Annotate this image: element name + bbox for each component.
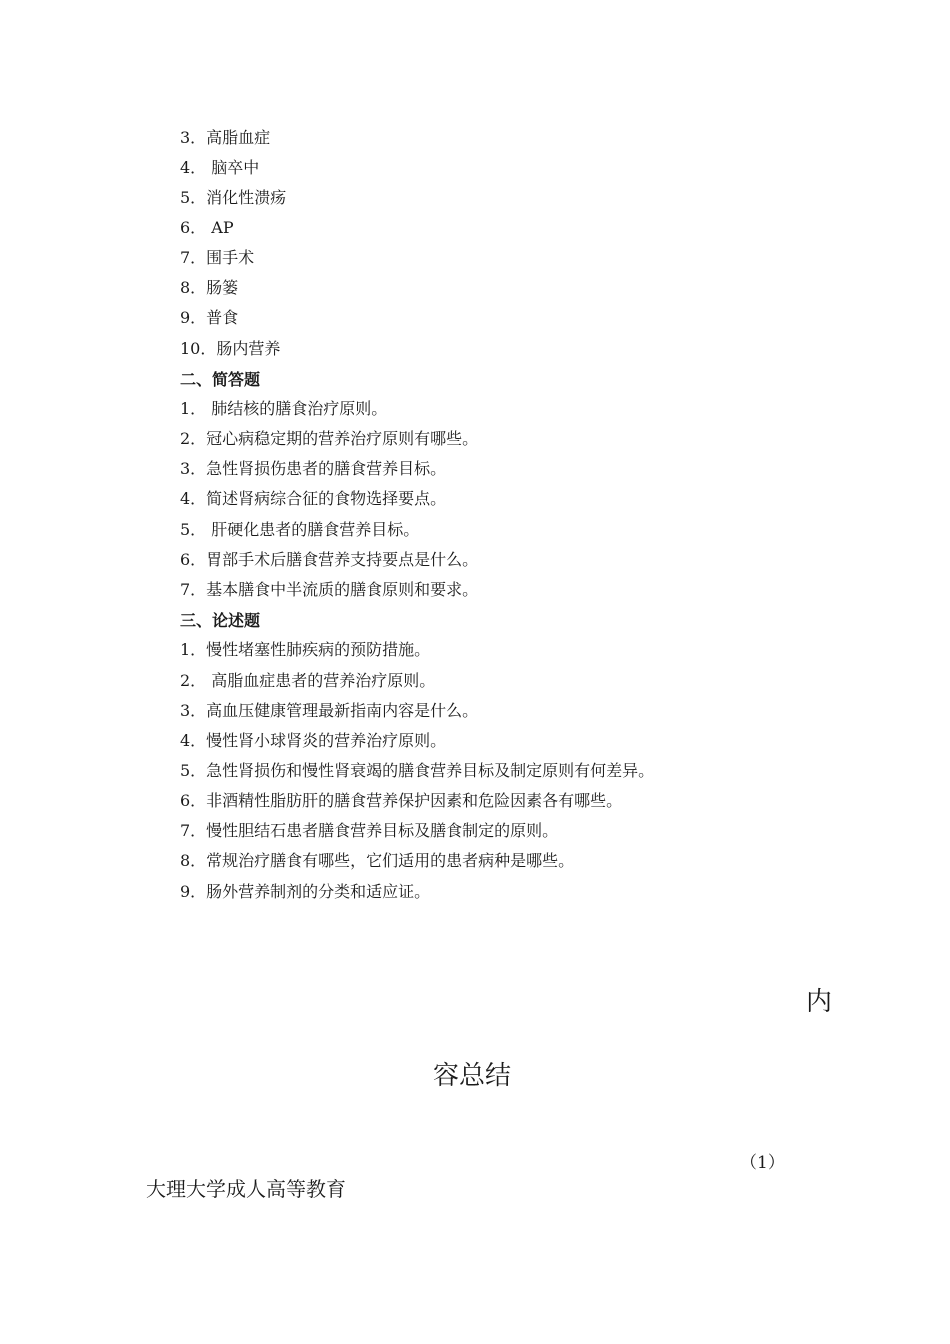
list-item: 3．高脂血症: [180, 128, 271, 147]
list-item: 6．非酒精性脂肪肝的膳食营养保护因素和危险因素各有哪些。: [180, 791, 623, 810]
list-item: 7．慢性胆结石患者膳食营养目标及膳食制定的原则。: [180, 821, 559, 840]
list-item: 5．消化性溃疡: [180, 188, 287, 207]
list-item: 3．高血压健康管理最新指南内容是什么。: [180, 701, 479, 720]
summary-title-part1: 内: [806, 987, 833, 1017]
list-item: 5． 肝硬化患者的膳食营养目标。: [180, 520, 420, 539]
list-item: 9．普食: [180, 308, 239, 327]
list-item: 7．基本膳食中半流质的膳食原则和要求。: [180, 580, 479, 599]
list-item: 7．围手术: [180, 248, 255, 267]
list-item: 3．急性肾损伤患者的膳食营养目标。: [180, 459, 447, 478]
list-item: 6．胃部手术后膳食营养支持要点是什么。: [180, 550, 479, 569]
list-item: 1．慢性堵塞性肺疾病的预防措施。: [180, 640, 431, 659]
institution-name: 大理大学成人高等教育: [146, 1177, 346, 1201]
list-item: 10．肠内营养: [180, 339, 281, 358]
summary-title-part2: 容总结: [433, 1061, 512, 1091]
list-item: 6． AP: [180, 218, 234, 237]
page-marker: （1）: [740, 1153, 785, 1173]
list-item: 2．冠心病稳定期的营养治疗原则有哪些。: [180, 429, 479, 448]
list-item: 2． 高脂血症患者的营养治疗原则。: [180, 671, 436, 690]
list-item: 5．急性肾损伤和慢性肾衰竭的膳食营养目标及制定原则有何差异。: [180, 761, 655, 780]
section-heading-short-answer: 二、简答题: [180, 370, 261, 389]
list-item: 4．简述肾病综合征的食物选择要点。: [180, 489, 447, 508]
list-item: 9．肠外营养制剂的分类和适应证。: [180, 882, 431, 901]
list-item: 4． 脑卒中: [180, 158, 260, 177]
list-item: 1． 肺结核的膳食治疗原则。: [180, 399, 388, 418]
list-item: 4．慢性肾小球肾炎的营养治疗原则。: [180, 731, 447, 750]
list-item: 8．常规治疗膳食有哪些，它们适用的患者病种是哪些。: [180, 851, 575, 870]
section-heading-essay: 三、论述题: [180, 611, 261, 630]
list-item: 8．肠篓: [180, 278, 239, 297]
